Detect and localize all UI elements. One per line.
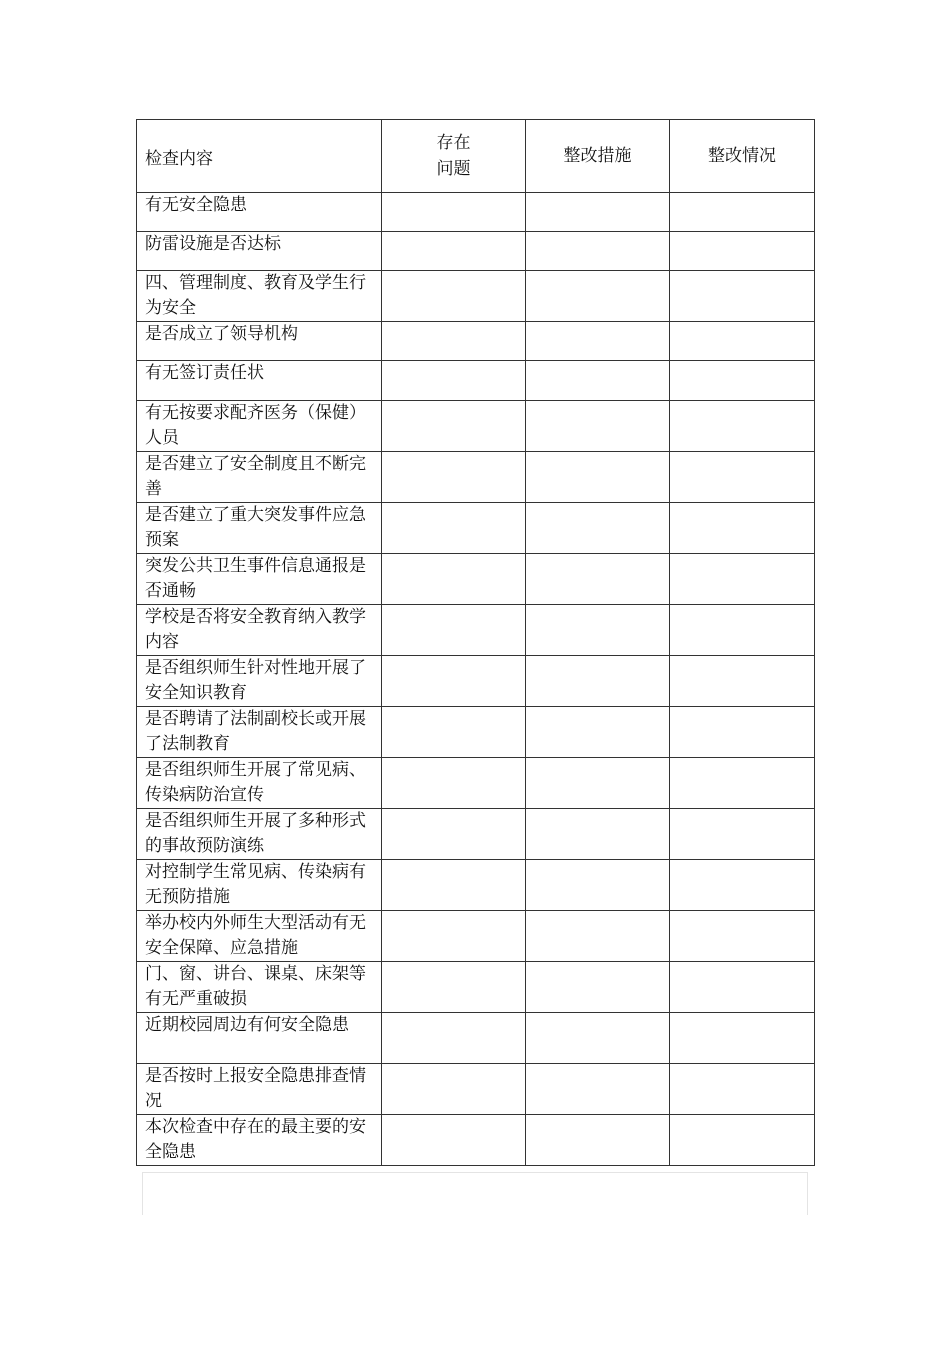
table-row — [137, 605, 815, 656]
check-item-cell: 四、管理制度、教育及学生行为安全 — [137, 271, 382, 322]
measure-cell[interactable] — [526, 809, 670, 860]
table-row — [137, 193, 815, 232]
check-item-cell: 有无按要求配齐医务（保健）人员 — [137, 401, 382, 452]
status-cell[interactable] — [670, 656, 815, 707]
measure-cell[interactable] — [526, 554, 670, 605]
table-row — [137, 911, 815, 962]
table-row — [137, 503, 815, 554]
check-item-cell: 是否按时上报安全隐患排查情况 — [137, 1064, 382, 1115]
status-cell[interactable] — [670, 962, 815, 1013]
status-cell[interactable] — [670, 322, 815, 361]
header-existing-issue — [382, 120, 526, 193]
status-cell[interactable] — [670, 232, 815, 271]
measure-cell[interactable] — [526, 758, 670, 809]
table-row — [137, 707, 815, 758]
check-item-cell: 突发公共卫生事件信息通报是否通畅 — [137, 554, 382, 605]
issue-cell[interactable] — [382, 1115, 526, 1166]
check-item-cell: 近期校园周边有何安全隐患 — [137, 1013, 382, 1064]
next-section-box — [142, 1172, 808, 1215]
table-row — [137, 1013, 815, 1064]
issue-cell[interactable] — [382, 809, 526, 860]
status-cell[interactable] — [670, 758, 815, 809]
check-item-cell: 门、窗、讲台、课桌、床架等有无严重破损 — [137, 962, 382, 1013]
check-item-cell: 是否组织师生开展了常见病、传染病防治宣传 — [137, 758, 382, 809]
status-cell[interactable] — [670, 809, 815, 860]
status-cell[interactable] — [670, 707, 815, 758]
measure-cell[interactable] — [526, 503, 670, 554]
measure-cell[interactable] — [526, 707, 670, 758]
table-row — [137, 860, 815, 911]
status-cell[interactable] — [670, 605, 815, 656]
issue-cell[interactable] — [382, 707, 526, 758]
measure-cell[interactable] — [526, 452, 670, 503]
check-item-cell: 是否成立了领导机构 — [137, 322, 382, 361]
check-item-cell: 学校是否将安全教育纳入教学内容 — [137, 605, 382, 656]
check-item-cell: 是否组织师生开展了多种形式的事故预防演练 — [137, 809, 382, 860]
issue-cell[interactable] — [382, 503, 526, 554]
issue-cell[interactable] — [382, 605, 526, 656]
issue-cell[interactable] — [382, 232, 526, 271]
status-cell[interactable] — [670, 193, 815, 232]
check-item-cell: 是否建立了安全制度且不断完善 — [137, 452, 382, 503]
issue-cell[interactable] — [382, 1013, 526, 1064]
measure-cell[interactable] — [526, 860, 670, 911]
measure-cell[interactable] — [526, 401, 670, 452]
issue-cell[interactable] — [382, 911, 526, 962]
check-item-cell: 有无安全隐患 — [137, 193, 382, 232]
table-row — [137, 758, 815, 809]
issue-cell[interactable] — [382, 962, 526, 1013]
table-row — [137, 361, 815, 401]
table-row — [137, 322, 815, 361]
table-row — [137, 1115, 815, 1166]
header-existing-issue-line1: 存在 — [436, 133, 471, 153]
measure-cell[interactable] — [526, 962, 670, 1013]
status-cell[interactable] — [670, 271, 815, 322]
status-cell[interactable] — [670, 503, 815, 554]
status-cell[interactable] — [670, 1115, 815, 1166]
measure-cell[interactable] — [526, 1064, 670, 1115]
check-item-cell: 防雷设施是否达标 — [137, 232, 382, 271]
issue-cell[interactable] — [382, 401, 526, 452]
table-row — [137, 554, 815, 605]
status-cell[interactable] — [670, 554, 815, 605]
check-item-cell: 有无签订责任状 — [137, 361, 382, 401]
check-item-cell: 是否聘请了法制副校长或开展了法制教育 — [137, 707, 382, 758]
table-row — [137, 1064, 815, 1115]
status-cell[interactable] — [670, 1064, 815, 1115]
table-row — [137, 809, 815, 860]
issue-cell[interactable] — [382, 322, 526, 361]
check-item-cell: 举办校内外师生大型活动有无安全保障、应急措施 — [137, 911, 382, 962]
issue-cell[interactable] — [382, 758, 526, 809]
table-row — [137, 271, 815, 322]
issue-cell[interactable] — [382, 554, 526, 605]
header-check-content: 检查内容 — [137, 120, 382, 193]
issue-cell[interactable] — [382, 860, 526, 911]
status-cell[interactable] — [670, 452, 815, 503]
measure-cell[interactable] — [526, 361, 670, 401]
table-row — [137, 452, 815, 503]
status-cell[interactable] — [670, 911, 815, 962]
measure-cell[interactable] — [526, 1013, 670, 1064]
measure-cell[interactable] — [526, 605, 670, 656]
issue-cell[interactable] — [382, 193, 526, 232]
check-item-cell: 是否建立了重大突发事件应急预案 — [137, 503, 382, 554]
measure-cell[interactable] — [526, 193, 670, 232]
table-row — [137, 656, 815, 707]
measure-cell[interactable] — [526, 911, 670, 962]
status-cell[interactable] — [670, 401, 815, 452]
header-existing-issue-line2: 问题 — [436, 159, 471, 179]
issue-cell[interactable] — [382, 656, 526, 707]
table-row — [137, 401, 815, 452]
check-item-cell: 本次检查中存在的最主要的安全隐患 — [137, 1115, 382, 1166]
header-rectification-measures: 整改措施 — [526, 120, 670, 193]
issue-cell[interactable] — [382, 361, 526, 401]
table-header-row — [137, 120, 815, 193]
measure-cell[interactable] — [526, 232, 670, 271]
status-cell[interactable] — [670, 361, 815, 401]
measure-cell[interactable] — [526, 271, 670, 322]
inspection-table — [136, 119, 815, 1166]
issue-cell[interactable] — [382, 1064, 526, 1115]
check-item-cell: 是否组织师生针对性地开展了安全知识教育 — [137, 656, 382, 707]
header-rectification-status: 整改情况 — [670, 120, 815, 193]
issue-cell[interactable] — [382, 271, 526, 322]
measure-cell[interactable] — [526, 1115, 670, 1166]
table-row — [137, 962, 815, 1013]
check-item-cell: 对控制学生常见病、传染病有无预防措施 — [137, 860, 382, 911]
status-cell[interactable] — [670, 1013, 815, 1064]
measure-cell[interactable] — [526, 656, 670, 707]
status-cell[interactable] — [670, 860, 815, 911]
issue-cell[interactable] — [382, 452, 526, 503]
table-row — [137, 232, 815, 271]
measure-cell[interactable] — [526, 322, 670, 361]
